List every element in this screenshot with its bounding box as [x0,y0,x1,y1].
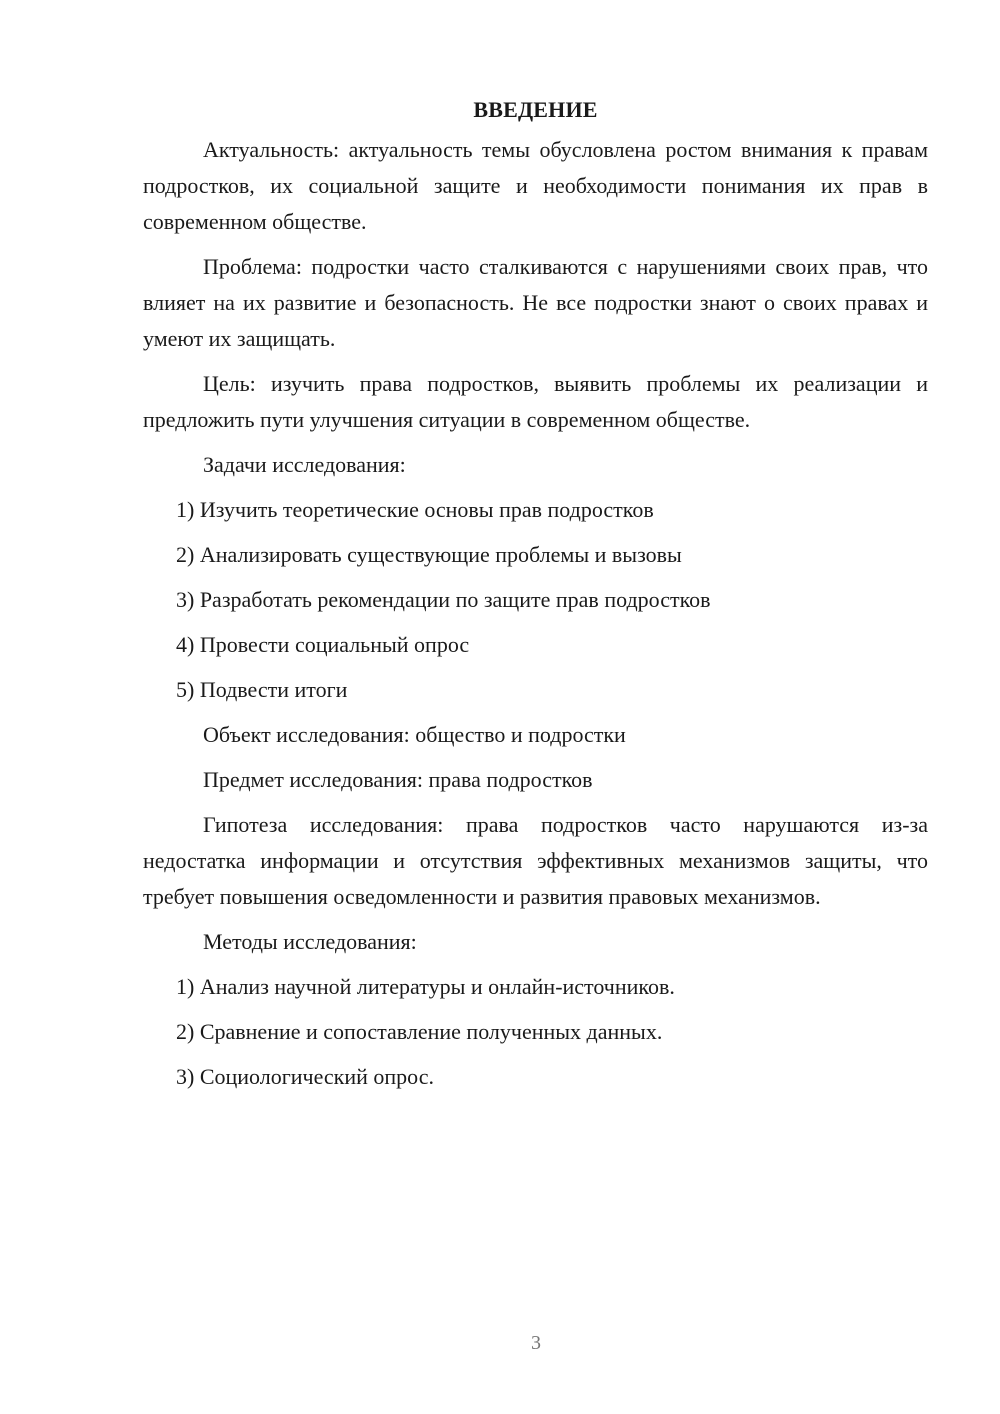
method-item-2: 2) Сравнение и сопоставление полученных данных. [176,1019,663,1044]
problem-paragraph: Проблема: подростки часто сталкиваются с нарушениями своих прав, что влияет на их развитие и безопасность. Не все подростки знают о своих правах и умеют их защищать. [143,254,928,351]
methods-label: Методы исследования: [203,929,417,954]
document-title: ВВЕДЕНИЕ [473,97,598,122]
subject-line: Предмет исследования: права подростков [203,767,593,792]
method-item-3: 3) Социологический опрос. [176,1064,434,1089]
task-item-1: 1) Изучить теоретические основы прав подростков [176,497,654,522]
object-line: Объект исследования: общество и подростки [203,722,626,747]
document-page [143,92,928,1104]
methods-list [143,969,928,1095]
task-item-3: 3) Разработать рекомендации по защите прав подростков [176,587,711,612]
tasks-label: Задачи исследования: [203,452,406,477]
task-item-5: 5) Подвести итоги [176,677,348,702]
task-item-2: 2) Анализировать существующие проблемы и вызовы [176,542,682,567]
method-item-1: 1) Анализ научной литературы и онлайн-источников. [176,974,675,999]
relevance-paragraph: Актуальность: актуальность темы обусловлена ростом внимания к правам подростков, их социальной защите и необходимости понимания их прав в современном обществе. [143,137,928,234]
task-item-4: 4) Провести социальный опрос [176,632,470,657]
tasks-list [143,492,928,708]
page-number: 3 [531,1332,541,1354]
goal-paragraph: Цель: изучить права подростков, выявить проблемы их реализации и предложить пути улучшения ситуации в современном обществе. [143,371,928,432]
hypothesis-paragraph: Гипотеза исследования: права подростков часто нарушаются из-за недостатка информации и отсутствия эффективных механизмов защиты, что требует повышения осведомленности и развития правовых механизмов. [143,812,928,909]
